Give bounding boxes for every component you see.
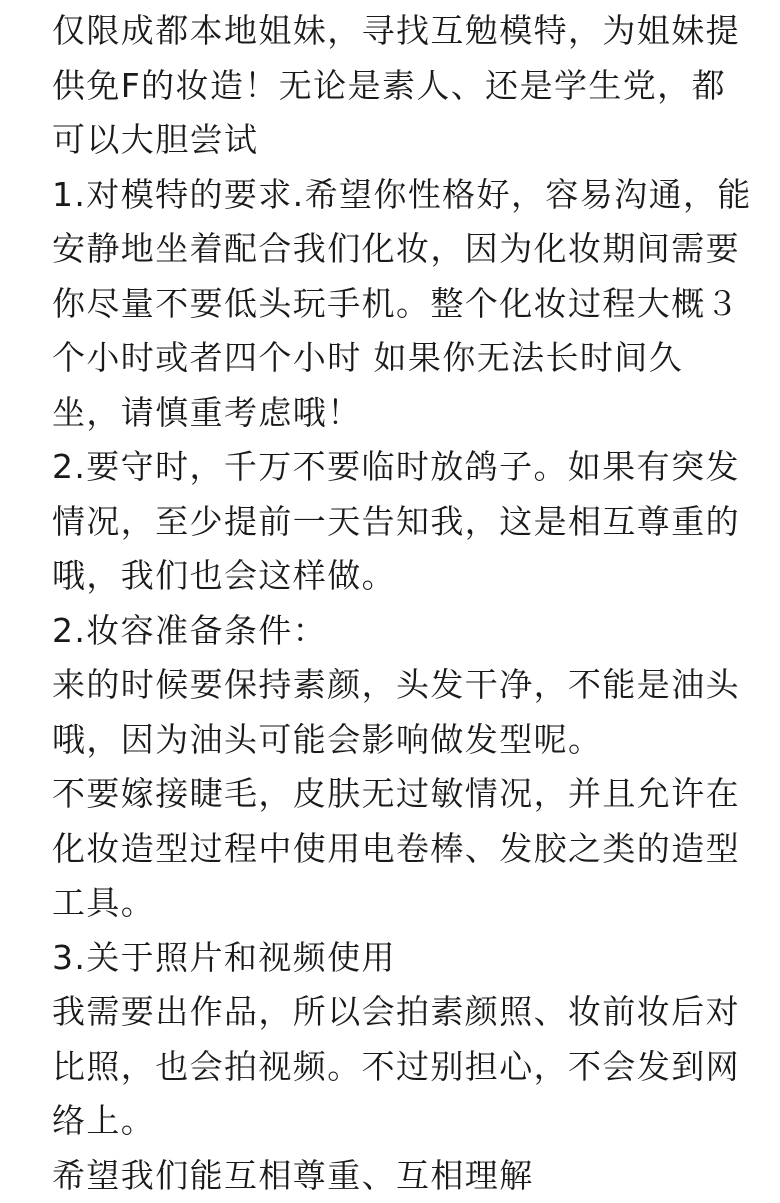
text-line-requirement-1: 1.对模特的要求.希望你性格好，容易沟通，能 (52, 168, 742, 223)
text-line-prep-1: 来的时候要保持素颜，头发干净，不能是油头 (52, 658, 742, 713)
text-line-prep-2: 哦，因为油头可能会影响做发型呢。 (52, 713, 742, 768)
text-line-intro-3: 可以大胆尝试 (52, 113, 742, 168)
text-line-media-2: 比照，也会拍视频。不过别担心，不会发到网 (52, 1040, 742, 1095)
text-line-punctuality-2: 情况，至少提前一天告知我，这是相互尊重的 (52, 495, 742, 550)
text-line-intro-2: 供免F的妆造！无论是素人、还是学生党，都 (52, 59, 742, 114)
text-line-prep-5: 工具。 (52, 876, 742, 931)
text-line-requirement-2: 安静地坐着配合我们化妆，因为化妆期间需要 (52, 222, 742, 277)
text-line-requirement-3: 你尽量不要低头玩手机。整个化妆过程大概３ (52, 277, 742, 332)
text-line-requirement-4: 个小时或者四个小时 如果你无法长时间久 (52, 331, 742, 386)
text-line-media-heading: 3.关于照片和视频使用 (52, 931, 742, 986)
text-line-media-1: 我需要出作品，所以会拍素颜照、妆前妆后对 (52, 985, 742, 1040)
text-line-closing: 希望我们能互相尊重、互相理解 (52, 1149, 742, 1203)
text-line-prep-heading: 2.妆容准备条件： (52, 604, 742, 659)
post-text-body (52, 4, 742, 1203)
text-line-prep-4: 化妆造型过程中使用电卷棒、发胶之类的造型 (52, 822, 742, 877)
text-line-punctuality-3: 哦，我们也会这样做。 (52, 549, 742, 604)
text-line-media-3: 络上。 (52, 1094, 742, 1149)
text-line-requirement-5: 坐，请慎重考虑哦！ (52, 386, 742, 441)
text-line-punctuality-1: 2.要守时，千万不要临时放鸽子。如果有突发 (52, 440, 742, 495)
text-line-prep-3: 不要嫁接睫毛，皮肤无过敏情况，并且允许在 (52, 767, 742, 822)
text-line-intro-1: 仅限成都本地姐妹，寻找互勉模特，为姐妹提 (52, 4, 742, 59)
